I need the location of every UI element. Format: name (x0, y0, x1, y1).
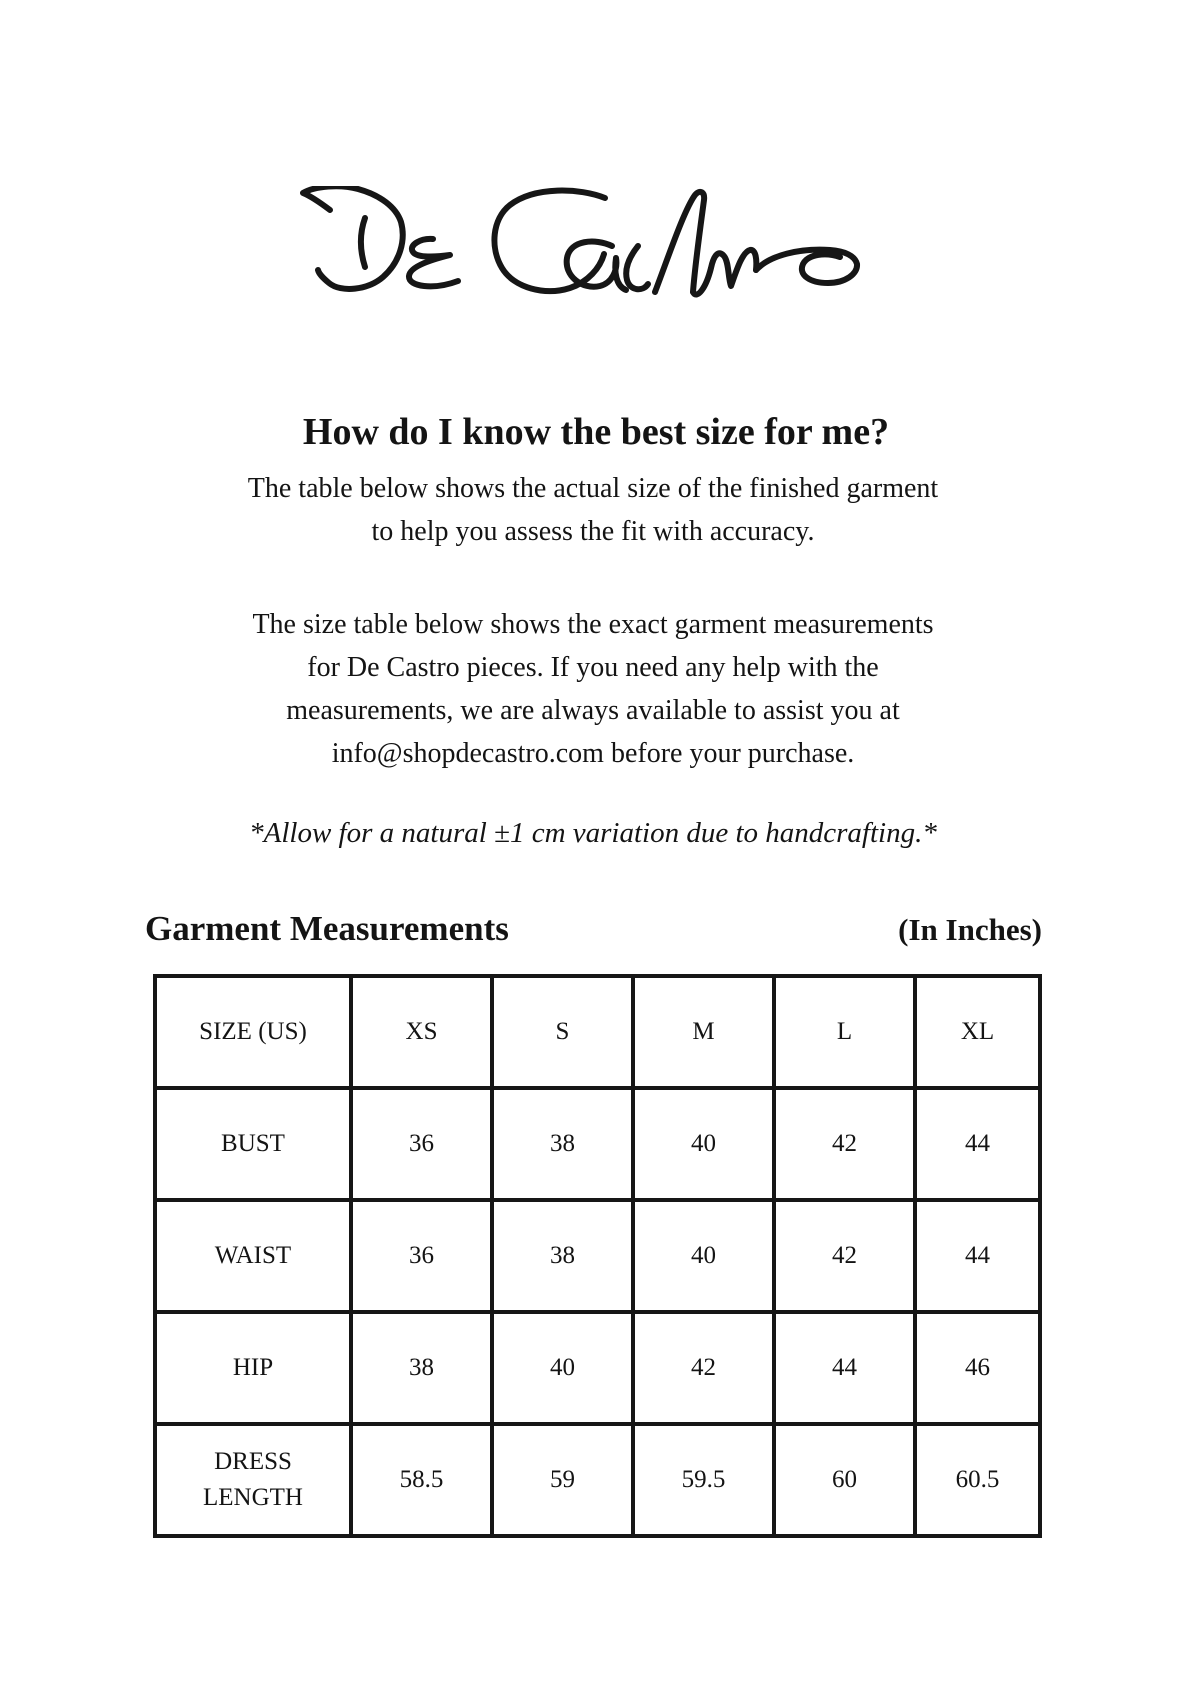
measurement-value (492, 1088, 633, 1200)
measurement-value (633, 1200, 774, 1312)
measurement-value (915, 1424, 1040, 1536)
size-system-header (155, 976, 351, 1088)
measurement-value (915, 1088, 1040, 1200)
measurement-value (633, 1424, 774, 1536)
measurement-value-text: 44 (965, 1242, 990, 1269)
measurement-value-text: 38 (409, 1354, 434, 1381)
measurement-value-text: 40 (550, 1354, 575, 1381)
measurement-value-text: 40 (691, 1242, 716, 1269)
size-column-header-l (774, 976, 915, 1088)
size-column-header-m (633, 976, 774, 1088)
measurement-value (492, 1312, 633, 1424)
size-column-header-xs (351, 976, 492, 1088)
measurement-value (351, 1312, 492, 1424)
row-label (155, 1312, 351, 1424)
measurement-value (774, 1424, 915, 1536)
measurement-value-text: 40 (691, 1130, 716, 1157)
row-label-text: WAIST (214, 1242, 292, 1269)
measurement-value (633, 1088, 774, 1200)
measurement-value-text: 46 (965, 1354, 990, 1381)
measurement-value-text: 59 (550, 1466, 575, 1493)
measurement-value (774, 1312, 915, 1424)
signature-icon (295, 186, 880, 306)
handcrafting-note: *Allow for a natural ±1 cm variation due to handcrafting.* (249, 817, 937, 849)
size-column-header-xl (915, 976, 1040, 1088)
size-column-header-xl-text: XL (960, 1018, 995, 1045)
measurement-value-text: 44 (965, 1130, 990, 1157)
table-row-hip (155, 1312, 1040, 1424)
intro-paragraph-1 (0, 467, 1186, 553)
page-title: How do I know the best size for me? (302, 411, 890, 454)
measurement-value (492, 1424, 633, 1536)
measurement-value-text: 36 (409, 1130, 434, 1157)
intro-paragraph-1-line-1: The table below shows the actual size of the finished garment (247, 473, 939, 504)
row-label-text: BUST (221, 1130, 285, 1157)
measurement-value (915, 1200, 1040, 1312)
measurement-value (351, 1088, 492, 1200)
row-label (155, 1200, 351, 1312)
row-label-text: DRESS LENGTH (203, 1448, 303, 1511)
measurement-value (915, 1312, 1040, 1424)
measurement-value-text: 58.5 (399, 1466, 444, 1493)
measurement-value (774, 1088, 915, 1200)
table-row-dress-length (155, 1424, 1040, 1536)
measurement-value (633, 1312, 774, 1424)
measurement-value-text: 60 (832, 1466, 857, 1493)
intro-paragraph-2-line-2: for De Castro pieces. If you need any help with the (307, 652, 879, 683)
measurement-value-text: 38 (550, 1242, 575, 1269)
intro-paragraph-2-line-1: The size table below shows the exact garment measurements (252, 609, 934, 640)
size-column-header-xs-text: XS (405, 1018, 438, 1045)
table-row-waist (155, 1200, 1040, 1312)
row-label-text: HIP (232, 1354, 274, 1381)
table-header-row (155, 976, 1040, 1088)
garment-measurements-table (153, 974, 1042, 1538)
measurement-value (351, 1200, 492, 1312)
size-column-header-s-text: S (555, 1018, 570, 1045)
size-column-header-m-text: M (692, 1018, 715, 1045)
measurement-value-text: 38 (550, 1130, 575, 1157)
measurement-value-text: 42 (691, 1354, 716, 1381)
unit-label: (In Inches) (898, 912, 1042, 947)
measurement-value-text: 60.5 (955, 1466, 1000, 1493)
intro-paragraph-2 (0, 603, 1186, 775)
measurement-value-text: 59.5 (681, 1466, 726, 1493)
intro-paragraph-2-line-4: info@shopdecastro.com before your purchase. (331, 738, 855, 769)
table-row-bust (155, 1088, 1040, 1200)
row-label (155, 1088, 351, 1200)
size-column-header-s (492, 976, 633, 1088)
measurement-value-text: 42 (832, 1130, 857, 1157)
measurement-value (774, 1200, 915, 1312)
measurements-heading-row (145, 908, 1042, 951)
intro-paragraph-1-line-2: to help you assess the fit with accuracy. (371, 516, 815, 547)
garment-measurements-table-wrap (153, 974, 1042, 1538)
measurement-value-text: 44 (832, 1354, 857, 1381)
intro-paragraph-2-line-3: measurements, we are always available to assist you at (286, 695, 900, 726)
measurement-value (492, 1200, 633, 1312)
measurement-value-text: 42 (832, 1242, 857, 1269)
size-column-header-l-text: L (836, 1018, 853, 1045)
brand-signature-logo (295, 186, 880, 306)
measurement-value-text: 36 (409, 1242, 434, 1269)
size-system-header-text: SIZE (US) (199, 1018, 307, 1045)
measurements-title: Garment Measurements (145, 909, 509, 948)
measurement-value (351, 1424, 492, 1536)
row-label (155, 1424, 351, 1536)
